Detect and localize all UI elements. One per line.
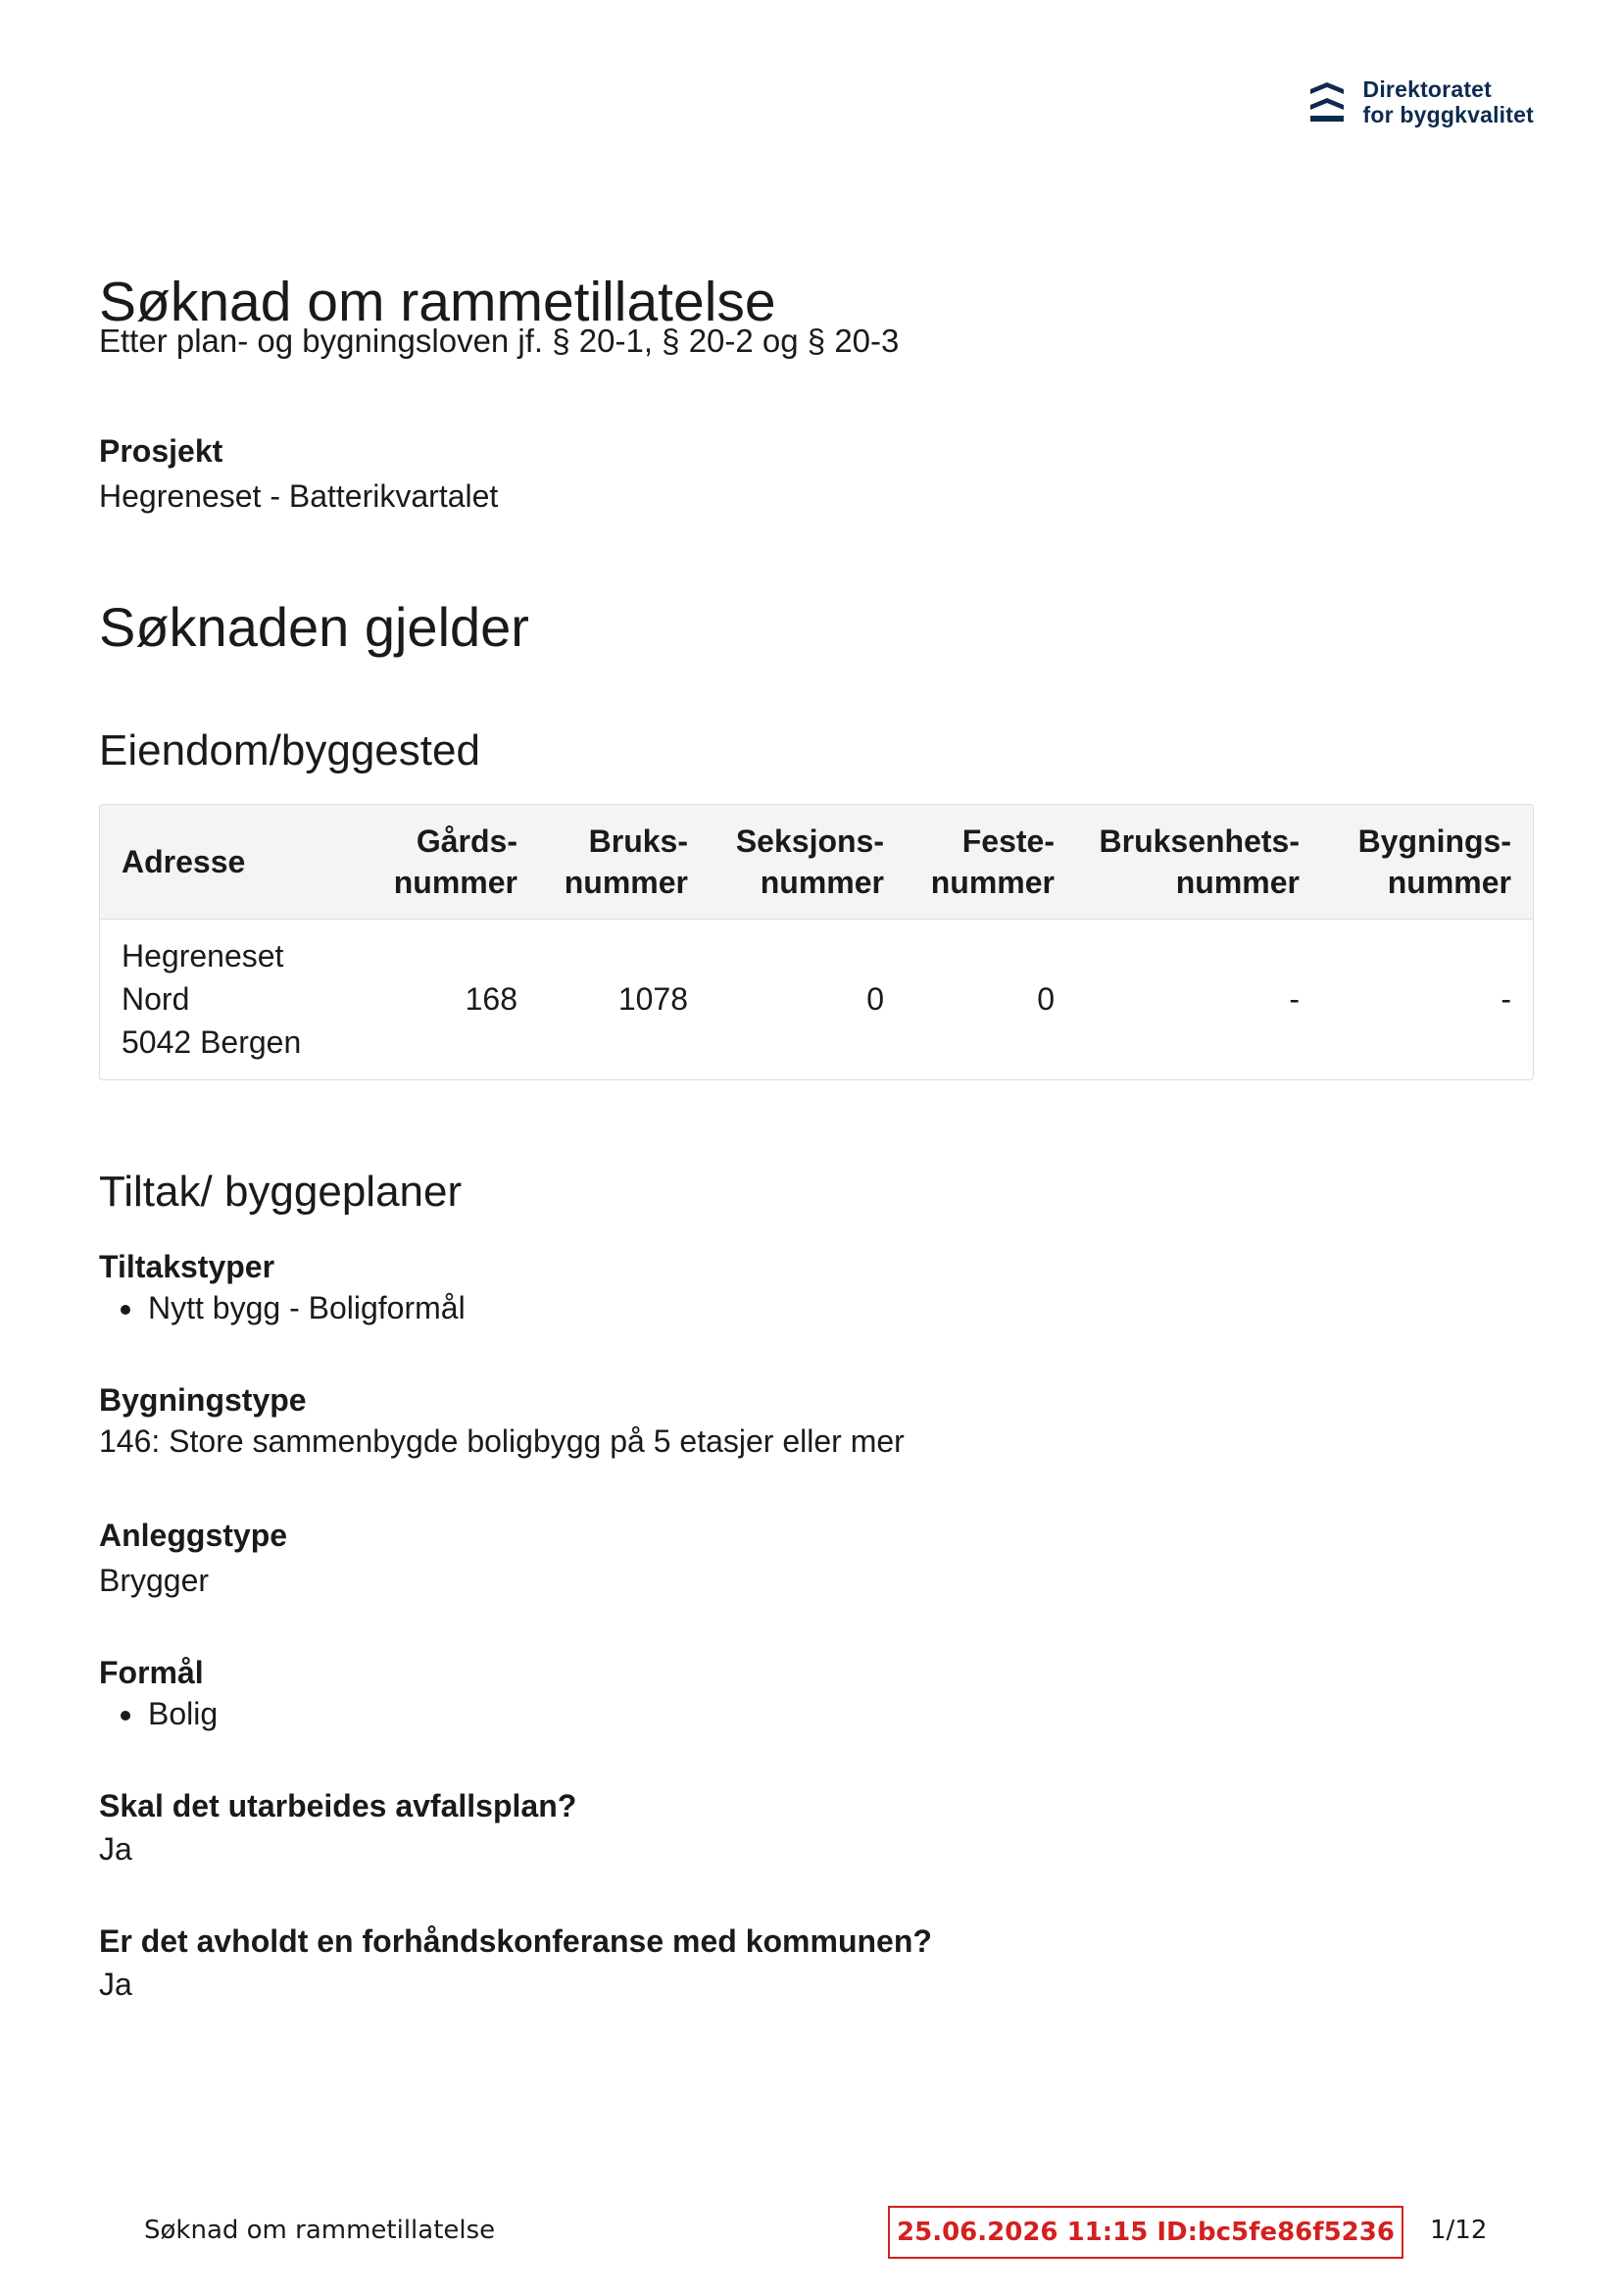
avfallsplan-block: [99, 1786, 576, 1871]
bygningstype-label: Bygningstype: [99, 1382, 307, 1418]
avfallsplan-value: Ja: [99, 1831, 132, 1867]
avfallsplan-label: Skal det utarbeides avfallsplan?: [99, 1788, 577, 1823]
submission-stamp: [888, 2206, 1403, 2259]
property-heading: Eiendom/byggested: [99, 726, 480, 774]
document-title: Søknad om rammetillatelse: [99, 271, 776, 333]
section-title: Søknaden gjelder: [99, 596, 529, 658]
column-header-seksjonsnummer: Seksjons- nummer: [735, 823, 884, 900]
column-header-gardsnummer: Gårds- nummer: [393, 823, 517, 900]
cell-seksjonsnummer: 0: [866, 981, 884, 1018]
cell-gardsnummer: 168: [465, 981, 517, 1018]
forhandskonferanse-block: [99, 1922, 932, 2006]
stamp-text: 25.06.2026 11:15 ID:bc5fe86f5236: [897, 2218, 1395, 2247]
cell-bruksenhetsnummer: -: [1289, 981, 1300, 1018]
formal-label: Formål: [99, 1655, 204, 1690]
formal-block: [99, 1653, 218, 1735]
tiltakstyper-block: [99, 1247, 466, 1329]
forhandskonferanse-value: Ja: [99, 1967, 132, 2002]
column-header-bruksnummer: Bruks- nummer: [564, 823, 688, 900]
cell-bygningsnummer: -: [1500, 981, 1511, 1018]
list-item: • Nytt bygg - Boligformål: [146, 1286, 466, 1329]
project-block: [99, 431, 498, 518]
dibk-logo-icon: [1308, 79, 1346, 125]
table-row: [100, 919, 1533, 1079]
table-header-row: [100, 805, 1533, 919]
list-item: • Bolig: [146, 1692, 218, 1735]
bygningstype-value: 146: Store sammenbygde boligbygg på 5 etasjer eller mer: [99, 1423, 905, 1459]
formal-list: [99, 1692, 218, 1735]
tiltakstyper-label: Tiltakstyper: [99, 1249, 275, 1284]
anleggstype-block: [99, 1516, 287, 1602]
cell-adresse: Hegreneset Nord 5042 Bergen: [122, 938, 302, 1061]
anleggstype-value: Brygger: [99, 1563, 210, 1598]
cell-festenummer: 0: [1037, 981, 1055, 1018]
document-subtitle: Etter plan- og bygningsloven jf. § 20-1, § 20-2 og § 20-3: [99, 323, 900, 359]
project-label: Prosjekt: [99, 433, 223, 469]
column-header-bygningsnummer: Bygnings- nummer: [1357, 823, 1511, 900]
logo: [1308, 76, 1534, 127]
forhandskonferanse-label: Er det avholdt en forhåndskonferanse med kommunen?: [99, 1923, 932, 1959]
column-header-festenummer: Feste- nummer: [930, 823, 1055, 900]
page-number: 1/12: [1430, 2216, 1488, 2245]
bygningstype-block: [99, 1380, 905, 1463]
tiltakstyper-list: [99, 1286, 466, 1329]
property-table: [99, 804, 1534, 1080]
column-header-bruksenhetsnummer: Bruksenhets- nummer: [1099, 823, 1300, 900]
footer-document-name: Søknad om rammetillatelse: [144, 2216, 496, 2245]
tiltak-heading: Tiltak/ byggeplaner: [99, 1168, 463, 1216]
logo-line-2: for byggkvalitet: [1362, 102, 1534, 127]
project-value: Hegreneset - Batterikvartalet: [99, 478, 499, 514]
logo-text: [1363, 76, 1534, 127]
column-header-adresse: Adresse: [122, 843, 246, 879]
anleggstype-label: Anleggstype: [99, 1518, 288, 1553]
cell-bruksnummer: 1078: [617, 981, 688, 1018]
logo-line-1: Direktoratet: [1362, 76, 1493, 102]
